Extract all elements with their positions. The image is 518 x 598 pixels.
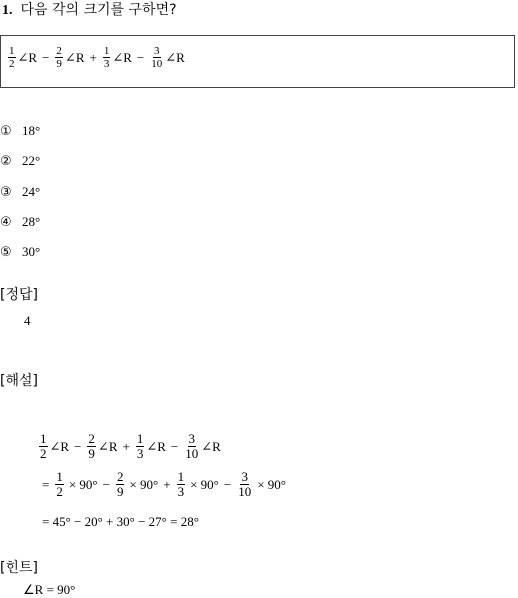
solution-symbol: × 90° bbox=[68, 476, 98, 492]
solution-symbol: ∠R bbox=[146, 438, 166, 454]
solution-fraction: $\frac{3}{10}$ bbox=[238, 469, 252, 499]
expression-operator: − bbox=[42, 49, 50, 65]
solution-symbol: ∠R bbox=[201, 438, 221, 454]
hint-value: ∠R = 90° bbox=[23, 582, 76, 597]
choice-value: 22° bbox=[22, 153, 41, 168]
choice-value: 28° bbox=[22, 214, 41, 229]
expression-fraction-3: $\frac{1}{3}$ bbox=[103, 45, 110, 70]
expression bbox=[7, 45, 185, 70]
answer-label: [정답] bbox=[0, 287, 38, 303]
choice-4 bbox=[0, 214, 40, 231]
choice-marker: ⑤ bbox=[0, 245, 12, 260]
choice-value: 24° bbox=[22, 184, 41, 199]
solution-fraction: $\frac{1}{3}$ bbox=[177, 469, 185, 499]
expression-symbol: ∠R bbox=[64, 49, 85, 65]
hint-label: [힌트] bbox=[0, 560, 38, 576]
choice-3 bbox=[0, 184, 40, 201]
solution-symbol: × 90° bbox=[129, 476, 159, 492]
expression-operator: + bbox=[89, 49, 97, 65]
choice-marker: ④ bbox=[0, 215, 12, 230]
solution-fraction: $\frac{1}{2}$ bbox=[40, 431, 47, 461]
expression-fraction-2: $\frac{2}{9}$ bbox=[56, 45, 62, 70]
choice-5 bbox=[0, 244, 40, 261]
solution-label: [해설] bbox=[0, 373, 38, 389]
choice-2 bbox=[0, 153, 40, 170]
solution-fraction: $\frac{3}{10}$ bbox=[185, 431, 199, 461]
choice-marker: ③ bbox=[0, 185, 12, 200]
solution-fraction: $\frac{1}{2}$ bbox=[56, 469, 63, 499]
choice-value: 18° bbox=[22, 123, 41, 138]
expression-symbol: ∠R bbox=[17, 49, 38, 65]
solution-fraction: $\frac{2}{9}$ bbox=[88, 431, 95, 461]
solution-line-2 bbox=[42, 470, 286, 499]
question-number: 1. bbox=[2, 3, 13, 18]
expression-fraction-4: $\frac{3}{10}$ bbox=[151, 45, 163, 70]
solution-operator: − bbox=[102, 476, 110, 492]
choice-1 bbox=[0, 123, 40, 140]
solution-operator: − bbox=[170, 438, 179, 454]
choice-marker: ② bbox=[0, 154, 12, 169]
answer-value: 4 bbox=[24, 313, 31, 328]
solution-operator: + bbox=[122, 438, 130, 454]
solution-symbol: × 90° bbox=[190, 476, 219, 492]
solution-operator: − bbox=[223, 476, 232, 492]
expression-symbol: ∠R bbox=[112, 49, 132, 65]
expression-symbol: ∠R bbox=[165, 49, 185, 65]
expression-operator: − bbox=[136, 49, 145, 65]
solution-symbol: ∠R bbox=[97, 438, 118, 454]
solution-line-1 bbox=[38, 432, 221, 461]
solution-operator: + bbox=[163, 476, 171, 492]
solution-symbol: × 90° bbox=[257, 476, 286, 492]
question bbox=[2, 0, 177, 21]
choice-marker: ① bbox=[0, 124, 12, 139]
expression-box bbox=[0, 35, 515, 88]
expression-fraction-1: $\frac{1}{2}$ bbox=[9, 45, 15, 70]
solution-line-3: = 45° − 20° + 30° − 27° = 28° bbox=[42, 514, 199, 529]
solution-operator: − bbox=[74, 438, 82, 454]
solution-fraction: $\frac{1}{3}$ bbox=[136, 431, 144, 461]
choice-value: 30° bbox=[22, 244, 41, 259]
question-text: 다음 각의 크기를 구하면? bbox=[20, 2, 177, 18]
solution-fraction: $\frac{2}{9}$ bbox=[116, 469, 124, 499]
solution-equals: = bbox=[42, 476, 50, 492]
solution-symbol: ∠R bbox=[49, 438, 70, 454]
